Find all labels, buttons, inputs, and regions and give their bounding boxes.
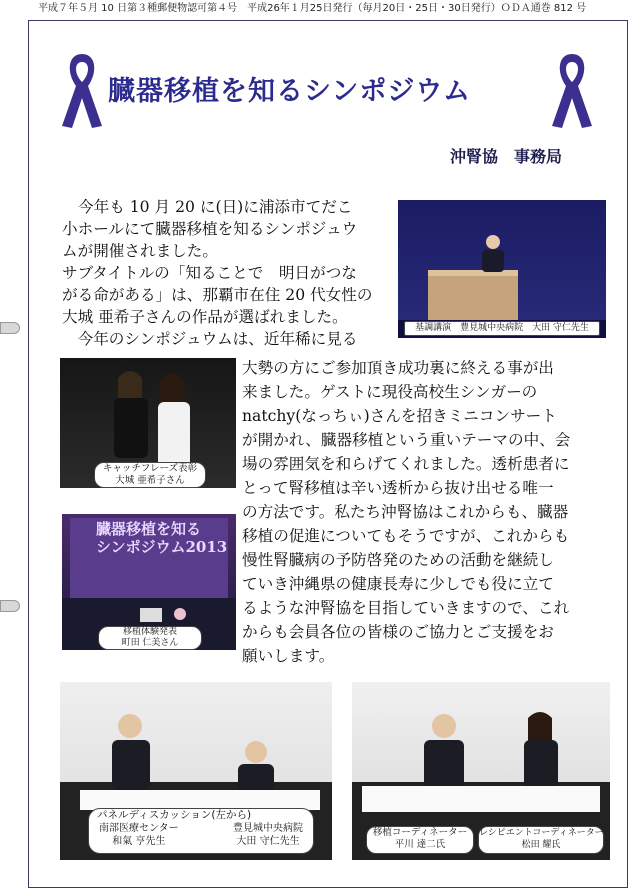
photo-caption xyxy=(88,808,314,854)
photo-caption xyxy=(94,462,206,488)
caption-line: 移植体験発表 xyxy=(122,627,177,637)
text-line: るような沖腎協を目指していきますので、これ xyxy=(242,599,570,617)
text-line: からも会員各位の皆様のご協力とご支援をお xyxy=(242,623,554,641)
text-line: がる命がある」は、那覇市在住 20 代女性の xyxy=(62,286,373,304)
photo-caption xyxy=(478,826,604,854)
caption-line: キャッチフレーズ表彰 xyxy=(102,463,198,474)
caption-line: 南部医療センター xyxy=(99,823,179,834)
text-line: ムが開催されました。 xyxy=(62,242,218,260)
caption-line: 移植コーディネーター xyxy=(372,827,468,838)
article-title: 臓器移植を知るシンポジウム xyxy=(108,76,472,107)
caption-line: 和氣 亨先生 xyxy=(112,836,166,847)
caption-line: 大田 守仁先生 xyxy=(236,836,300,847)
screen-subtitle: シンポジウム2013 xyxy=(96,538,228,556)
article-paragraph-1 xyxy=(62,196,392,350)
article-paragraph-2 xyxy=(242,356,612,668)
panel-right-photo xyxy=(352,682,610,860)
binder-hole xyxy=(0,600,20,612)
caption-line: 町田 仁美さん xyxy=(121,638,179,648)
photo-caption xyxy=(98,626,202,650)
caption-line: 松田 耀氏 xyxy=(521,840,561,850)
catchphrase-photo xyxy=(60,358,236,488)
experience-photo xyxy=(62,514,236,650)
text-line: ていき沖縄県の健康長寿に少しでも役に立て xyxy=(242,575,554,593)
text-line: 願いします。 xyxy=(242,647,335,665)
text-line: 来ました。ゲストに現役高校生シンガーの xyxy=(242,383,538,401)
text-line: サブタイトルの「知ることで 明日がつな xyxy=(62,264,357,282)
text-line: 大勢の方にご参加頂き成功裏に終える事が出 xyxy=(242,359,554,377)
awareness-ribbon-icon xyxy=(58,50,106,132)
text-line: 大城 亜希子さんの作品が選ばれました。 xyxy=(62,308,348,326)
text-line: 小ホールにて臓器移植を知るシンポジュウ xyxy=(62,220,358,238)
caption-title: パネルディスカッション(左から) xyxy=(97,809,252,821)
caption-line: レシピエントコーディネーター xyxy=(479,828,604,838)
text-line: 場の雰囲気を和らげてくれました。透析患者に xyxy=(242,455,570,473)
text-line: が開かれ、臓器移植という重いテーマの中、会 xyxy=(242,431,571,449)
caption-line: 平川 達二氏 xyxy=(394,839,446,850)
publication-header: 平成７年５月 10 日第３種郵便物認可第４号 平成26年１月25日発行（毎月20日・25日・30日発行）ＯＤＡ通巻 812 号 xyxy=(38,3,587,14)
text-line: 今年も 10 月 20 に(日)に浦添市てだこ xyxy=(78,198,353,216)
binder-hole xyxy=(0,322,20,334)
text-line: 今年のシンポジュウムは、近年稀に見る xyxy=(62,330,358,348)
article-author: 沖腎協 事務局 xyxy=(450,147,563,166)
text-line: natchy(なっちぃ)さんを招きミニコンサート xyxy=(242,407,557,425)
text-line: 慢性腎臓病の予防啓発のための活動を継続し xyxy=(242,551,554,569)
caption-line: 豊見城中央病院 xyxy=(233,823,303,834)
text-line: の方法です。私たち沖腎協はこれからも、臓器 xyxy=(242,503,569,521)
panel-left-photo xyxy=(60,682,332,860)
text-line: とって腎移植は辛い透析から抜け出せる唯一 xyxy=(242,479,554,497)
screen-title: 臓器移植を知る xyxy=(96,520,202,538)
text-line: 移植の促進についてもそうですが、これからも xyxy=(242,527,570,545)
photo-caption xyxy=(366,826,474,854)
caption-line: 大城 亜希子さん xyxy=(115,475,185,486)
photo-caption: 基調講演 豊見城中央病院 大田 守仁先生 xyxy=(404,321,600,336)
keynote-photo xyxy=(398,200,606,338)
